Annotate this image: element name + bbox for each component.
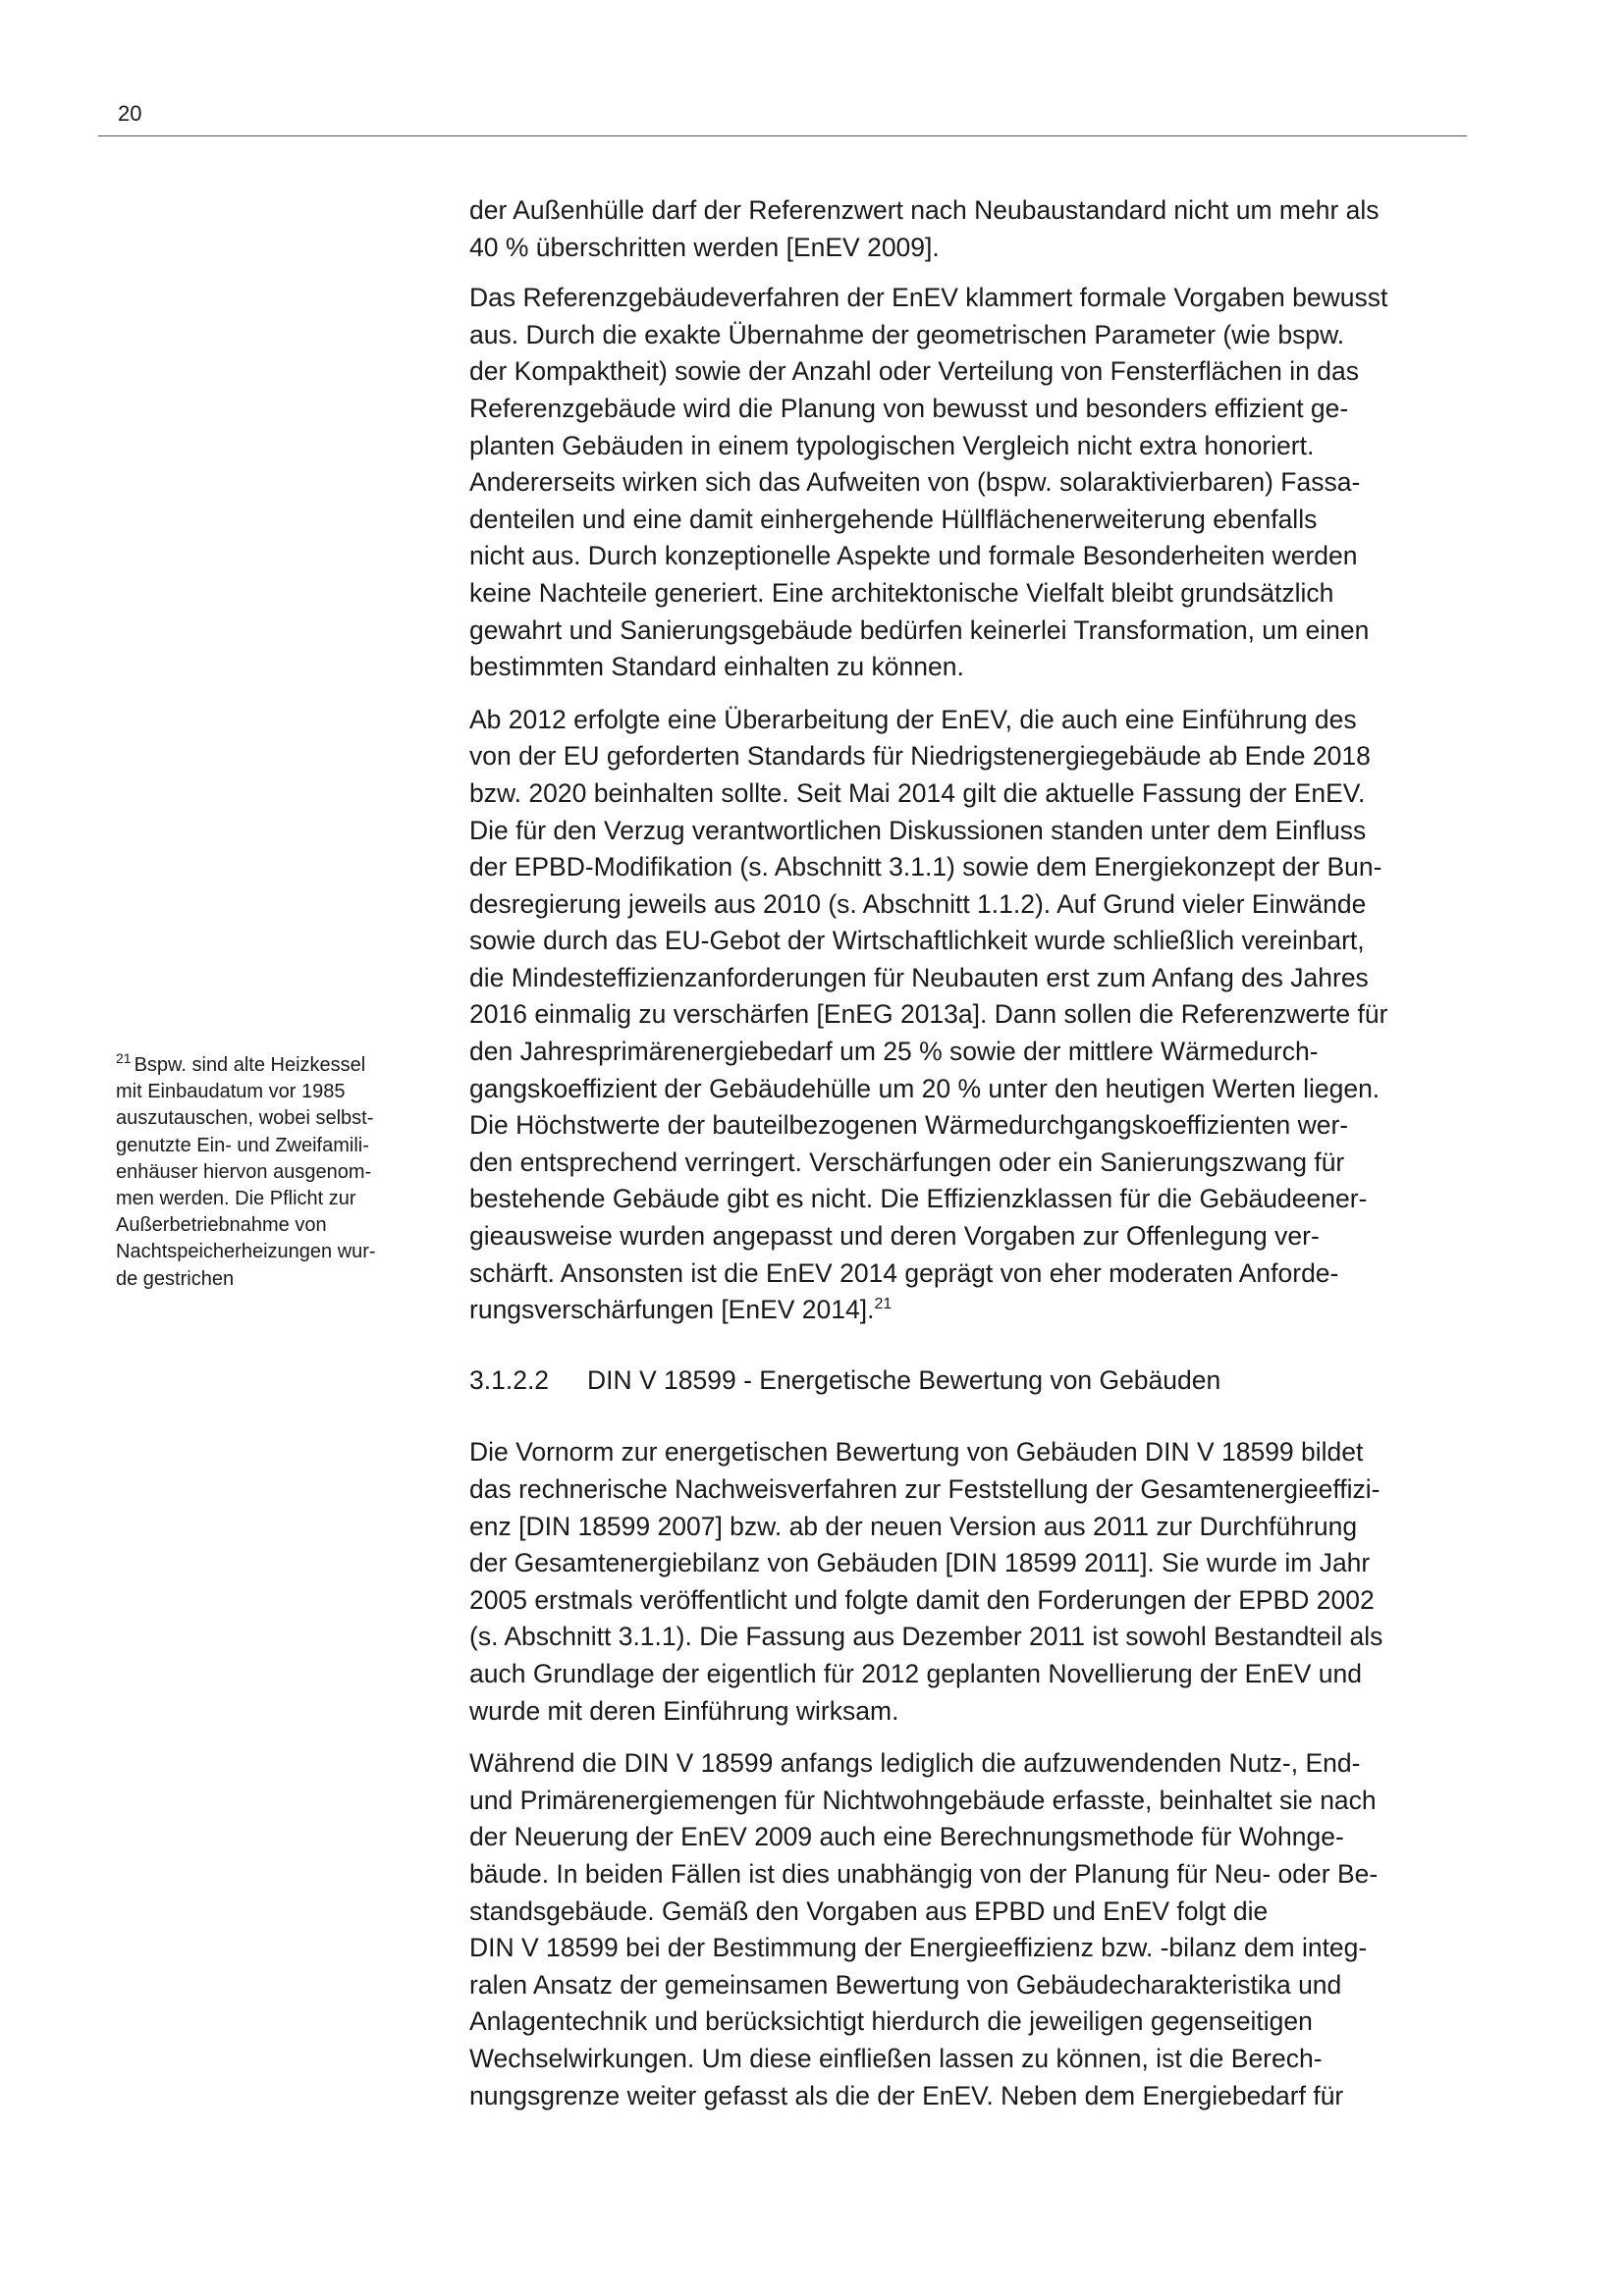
- text-line: schärft. Ansonsten ist die EnEV 2014 geprägt von eher moderaten Anforde-: [469, 1257, 1339, 1288]
- text-line: und Primärenergiemengen für Nichtwohngebäude erfasste, beinhaltet sie nach: [469, 1785, 1377, 1815]
- footnote-line: genutzte Ein- und Zweifamili-: [116, 1134, 369, 1156]
- footnote-line: Außerbetriebnahme von: [116, 1214, 327, 1237]
- footnote-reference[interactable]: 21: [874, 1296, 893, 1313]
- text-line: der EPBD-Modifikation (s. Abschnitt 3.1.1) sowie dem Energiekonzept der Bun-: [469, 852, 1382, 882]
- text-line: Referenzgebäude wird die Planung von bewusst und besonders effizient ge-: [469, 393, 1349, 423]
- paragraph-1: [469, 192, 1456, 266]
- text-line: bäude. In beiden Fällen ist dies unabhängig von der Planung für Neu- oder Be-: [469, 1858, 1379, 1889]
- text-line: [469, 1292, 1456, 1329]
- paragraph-5: [469, 1745, 1456, 2114]
- text-line: wurde mit deren Einführung wirksam.: [469, 1695, 899, 1726]
- text-line: standsgebäude. Gemäß den Vorgaben aus EPBD und EnEV folgt die: [469, 1896, 1269, 1926]
- footnote-mark: 21: [116, 1050, 132, 1067]
- text-line: auch Grundlage der eigentlich für 2012 geplanten Novellierung der EnEV und: [469, 1658, 1362, 1688]
- text-line: Andererseits wirken sich das Aufweiten von (bspw. solaraktivierbaren) Fassa-: [469, 467, 1361, 498]
- text-line-end: rungsverschärfungen [EnEV 2014].: [469, 1295, 875, 1325]
- section-title: DIN V 18599 - Energetische Bewertung von Gebäuden: [587, 1364, 1221, 1395]
- text-line: Die Vornorm zur energetischen Bewertung von Gebäuden DIN V 18599 bildet: [469, 1437, 1364, 1468]
- main-text-column: [469, 192, 1456, 2130]
- text-line: bzw. 2020 beinhalten sollte. Seit Mai 2014 gilt die aktuelle Fassung der EnEV.: [469, 777, 1366, 808]
- text-line: der Neuerung der EnEV 2009 auch eine Berechnungsmethode für Wohnge-: [469, 1822, 1344, 1852]
- page-number: 20: [118, 101, 142, 126]
- footnote-line: [116, 1052, 430, 1079]
- text-line: sowie durch das EU-Gebot der Wirtschaftlichkeit wurde schließlich vereinbart,: [469, 926, 1365, 956]
- text-line: gieausweise wurden angepasst und deren Vorgaben zur Offenlegung ver-: [469, 1221, 1320, 1252]
- section-heading: [469, 1362, 1456, 1400]
- text-line: Anlagentechnik und berücksichtigt hierdurch die jeweiligen gegenseitigen: [469, 2006, 1313, 2037]
- text-line: denteilen und eine damit einhergehende Hüllflächenerweiterung ebenfalls: [469, 504, 1318, 534]
- text-line: 2005 erstmals veröffentlicht und folgte damit den Forderungen der EPBD 2002: [469, 1584, 1375, 1615]
- footnote-line: enhäuser hiervon ausgenom-: [116, 1160, 372, 1183]
- footnote-text: Bspw. sind alte Heizkessel: [134, 1054, 366, 1076]
- text-line: den Jahresprimärenergiebedarf um 25 % sowie der mittlere Wärmedurch-: [469, 1037, 1319, 1067]
- text-line: gangskoeffizient der Gebäudehülle um 20 % unter den heutigen Werten liegen.: [469, 1073, 1380, 1103]
- paragraph-3: [469, 702, 1456, 1329]
- paragraph-4: [469, 1434, 1456, 1730]
- text-line: bestehende Gebäude gibt es nicht. Die Effizienzklassen für die Gebäudeener-: [469, 1184, 1368, 1214]
- text-line: nicht aus. Durch konzeptionelle Aspekte und formale Besonderheiten werden: [469, 541, 1358, 571]
- text-line: enz [DIN 18599 2007] bzw. ab der neuen Version aus 2011 zur Durchführung: [469, 1511, 1358, 1541]
- header-rule: [98, 135, 1467, 136]
- footnote-21: [116, 1052, 430, 1293]
- paragraph-2: [469, 280, 1456, 686]
- text-line: Die für den Verzug verantwortlichen Diskussionen standen unter dem Einfluss: [469, 815, 1367, 845]
- footnote-line: auszutauschen, wobei selbst-: [116, 1107, 374, 1130]
- text-line: 2016 einmalig zu verschärfen [EnEG 2013a]. Dann sollen die Referenzwerte für: [469, 999, 1388, 1030]
- text-line: DIN V 18599 bei der Bestimmung der Energieeffizienz bzw. -bilanz dem integ-: [469, 1933, 1368, 1963]
- text-line: der Gesamtenergiebilanz von Gebäuden [DIN 18599 2011]. Sie wurde im Jahr: [469, 1548, 1371, 1578]
- text-line: Ab 2012 erfolgte eine Überarbeitung der EnEV, die auch eine Einführung des: [469, 704, 1357, 734]
- footnote-line: men werden. Die Pflicht zur: [116, 1188, 356, 1210]
- text-line: desregierung jeweils aus 2010 (s. Abschnitt 1.1.2). Auf Grund vieler Einwände: [469, 888, 1367, 919]
- text-line: (s. Abschnitt 3.1.1). Die Fassung aus Dezember 2011 ist sowohl Bestandteil als: [469, 1622, 1383, 1652]
- text-line: das rechnerische Nachweisverfahren zur Feststellung der Gesamtenergieeffizi-: [469, 1474, 1380, 1504]
- text-line: der Kompaktheit) sowie der Anzahl oder Verteilung von Fensterflächen in das: [469, 356, 1359, 387]
- text-line: bestimmten Standard einhalten zu können.: [469, 652, 964, 682]
- text-line: Wechselwirkungen. Um diese einfließen lassen zu können, ist die Berech-: [469, 2043, 1323, 2073]
- text-line: planten Gebäuden in einem typologischen Vergleich nicht extra honoriert.: [469, 430, 1315, 460]
- footnote-line: mit Einbaudatum vor 1985: [116, 1081, 346, 1103]
- text-line: 40 % überschritten werden [EnEV 2009].: [469, 232, 940, 262]
- text-line: den entsprechend verringert. Verschärfungen oder ein Sanierungszwang für: [469, 1147, 1345, 1177]
- text-line: gewahrt und Sanierungsgebäude bedürfen keinerlei Transformation, um einen: [469, 614, 1370, 645]
- text-line: Während die DIN V 18599 anfangs lediglich die aufzuwendenden Nutz-, End-: [469, 1748, 1361, 1779]
- section-number: 3.1.2.2: [469, 1364, 550, 1395]
- text-line: aus. Durch die exakte Übernahme der geometrischen Parameter (wie bspw.: [469, 319, 1345, 349]
- text-line: von der EU geforderten Standards für Niedrigstenergiegebäude ab Ende 2018: [469, 741, 1371, 772]
- footnote-line: Nachtspeicherheizungen wur-: [116, 1241, 376, 1263]
- text-line: nungsgrenze weiter gefasst als die der EnEV. Neben dem Energiebedarf für: [469, 2080, 1344, 2110]
- text-line: die Mindesteffizienzanforderungen für Neubauten erst zum Anfang des Jahres: [469, 962, 1369, 992]
- text-line: ralen Ansatz der gemeinsamen Bewertung von Gebäudecharakteristika und: [469, 1969, 1342, 2000]
- text-line: der Außenhülle darf der Referenzwert nach Neubaustandard nicht um mehr als: [469, 195, 1380, 225]
- footnote-line: de gestrichen: [116, 1267, 235, 1290]
- text-line: keine Nachteile generiert. Eine architektonische Vielfalt bleibt grundsätzlich: [469, 577, 1334, 608]
- text-line: Die Höchstwerte der bauteilbezogenen Wärmedurchgangskoeffizienten wer-: [469, 1110, 1349, 1141]
- text-line: Das Referenzgebäudeverfahren der EnEV klammert formale Vorgaben bewusst: [469, 283, 1388, 313]
